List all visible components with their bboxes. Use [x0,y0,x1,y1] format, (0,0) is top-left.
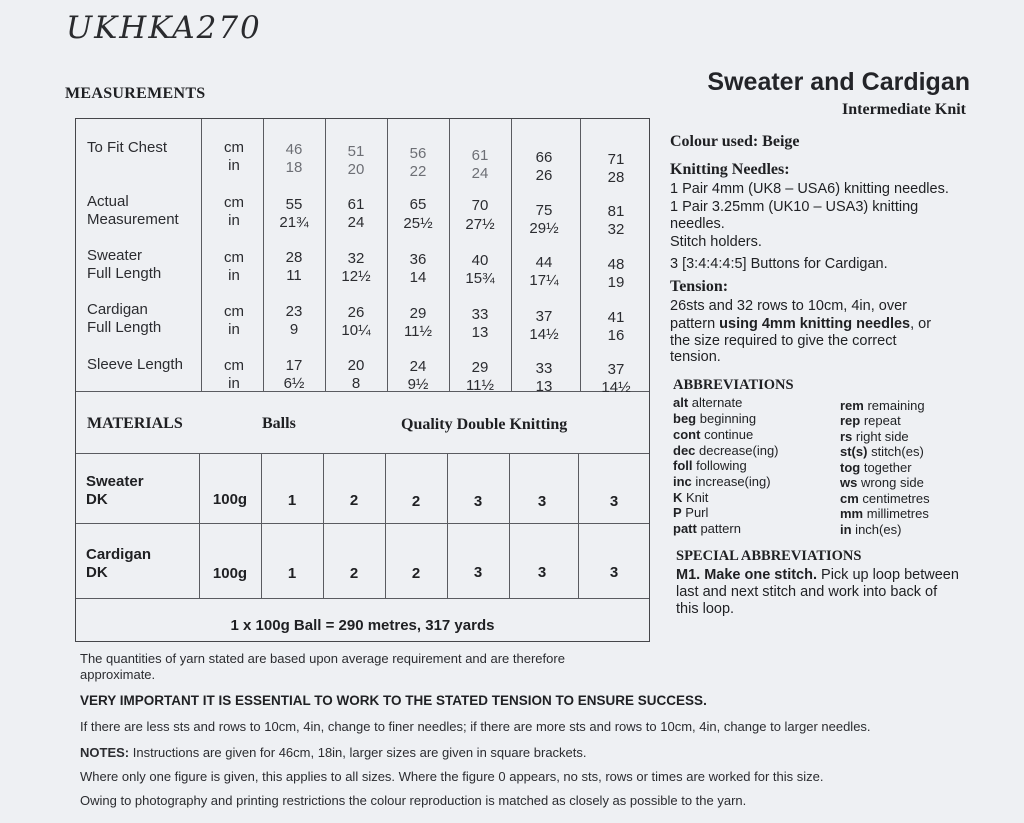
special-abbreviations-heading: SPECIAL ABBREVIATIONS [676,548,862,564]
cell-value: 23 [285,303,303,320]
cell-value: 75 [535,202,553,219]
cell-value: 28 [285,249,303,266]
ball-count: 2 [349,565,359,582]
ball-count: 2 [349,492,359,509]
unit-in: in [228,157,240,174]
abbr-item: patt pattern [673,521,741,536]
pattern-code: UKHKA270 [66,10,262,46]
cell-value: 8 [351,375,361,392]
tension-needles: using 4mm knitting needles [719,316,911,332]
cell-value: 70 [471,197,489,214]
cell-value: 13 [471,324,489,341]
quantities-note: The quantities of yarn stated are based upon average requirement and are therefore [80,651,565,666]
cell-value: 40 [471,252,489,269]
cell-value: 55 [285,196,303,213]
cell-value: 66 [535,149,553,166]
needles-line: 1 Pair 3.25mm (UK10 – USA3) knitting [670,199,919,215]
ball-count: 2 [411,493,421,510]
material-name: Sweater [86,473,144,490]
cell-value: 10¼ [341,322,371,339]
tension-line: the size required to give the correct [670,333,897,349]
unit-in: in [228,267,240,284]
abbr-item: tog together [840,460,912,475]
cell-value: 18 [285,159,303,176]
row-label-cardigan-2: Full Length [87,319,162,336]
cell-value: 12½ [341,268,371,285]
ball-count: 3 [537,564,547,581]
special-abbr-line: M1. Make one stitch. Pick up loop between [676,567,959,583]
cell-value: 29 [409,305,427,322]
unit-cm: cm [224,249,244,266]
abbr-item: mm millimetres [840,506,929,521]
abbr-item: rem remaining [840,398,925,413]
abbreviations-heading: ABBREVIATIONS [673,377,794,393]
cell-value: 6½ [283,375,305,392]
cell-value: 32 [347,250,365,267]
unit-cm: cm [224,194,244,211]
row-label-sleeve: Sleeve Length [87,356,183,373]
quantities-note-2: approximate. [80,667,156,682]
ball-count: 1 [287,492,297,509]
cell-value: 37 [535,308,553,325]
cell-value: 17¼ [529,272,559,289]
abbr-item: beg beginning [673,411,757,426]
quality-label: Quality Double Knitting [401,416,568,433]
cell-value: 24 [471,165,489,182]
tension-line: 26sts and 32 rows to 10cm, 4in, over [670,298,907,314]
ball-count: 3 [609,564,619,581]
abbr-item: ws wrong side [840,475,924,490]
cell-value: 65 [409,196,427,213]
cell-value: 26 [347,304,365,321]
cell-value: 61 [471,147,489,164]
unit-in: in [228,212,240,229]
ball-count: 3 [537,493,547,510]
figure-note: Where only one figure is given, this applies to all sizes. Where the figure 0 appears, no sts, rows or times are worked for this size. [80,769,824,784]
cell-value: 46 [285,141,303,158]
cell-value: 33 [535,360,553,377]
abbr-item: st(s) stitch(es) [840,444,924,459]
unit-in: in [228,321,240,338]
abbr-item: P Purl [673,505,709,520]
row-label-chest: To Fit Chest [87,139,168,156]
tension-heading: Tension: [670,278,729,295]
cell-value: 21¾ [279,214,309,231]
abbr-item: rep repeat [840,413,901,428]
cell-value: 32 [607,221,625,238]
abbr-item: cm centimetres [840,491,930,506]
row-label-sweater-2: Full Length [87,265,162,282]
material-weight: 100g [212,491,248,508]
abbr-item: dec decrease(ing) [673,443,779,458]
needles-line: 1 Pair 4mm (UK8 – USA6) knitting needles. [670,181,949,197]
needles-line: Stitch holders. [670,234,762,250]
row-label-actual-2: Measurement [87,211,179,228]
material-yarn: DK [86,564,108,581]
material-weight: 100g [212,565,248,582]
special-abbr-line: this loop. [676,601,735,617]
cell-value: 48 [607,256,625,273]
tension-line: tension. [670,349,721,365]
cell-value: 36 [409,251,427,268]
abbr-item: inc increase(ing) [673,474,771,489]
page-subtitle: Intermediate Knit [842,101,966,118]
cell-value: 37 [607,361,625,378]
unit-cm: cm [224,357,244,374]
measurements-heading: MEASUREMENTS [65,85,206,102]
materials-heading: MATERIALS [87,415,183,432]
abbr-item: cont continue [673,427,754,442]
cell-value: 28 [607,169,625,186]
measurements-table [75,118,650,642]
cell-value: 13 [535,378,553,395]
cell-value: 19 [607,274,625,291]
tension-text: , or [910,316,932,332]
cell-value: 11½ [403,323,433,340]
ball-length-note: 1 x 100g Ball = 290 metres, 317 yards [230,617,495,634]
cell-value: 29½ [529,220,559,237]
ball-count: 2 [411,565,421,582]
needle-change-note: If there are less sts and rows to 10cm, 4in, change to finer needles; if there are more sts and rows to 10cm, 4in, change to larger needles. [80,719,871,734]
unit-cm: cm [224,139,244,156]
ball-count: 3 [473,493,483,510]
cell-value: 22 [409,163,427,180]
cell-value: 9½ [407,376,429,393]
material-yarn: DK [86,491,108,508]
tension-text: pattern [670,316,720,332]
cell-value: 27½ [465,216,495,233]
abbr-item: foll following [673,458,747,473]
page-title: Sweater and Cardigan [707,68,970,96]
needles-line: 3 [3:4:4:4:5] Buttons for Cardigan. [670,256,888,272]
cell-value: 24 [347,214,365,231]
row-label-sweater: Sweater [87,247,143,264]
photo-note: Owing to photography and printing restrictions the colour reproduction is matched as closely as possible to the yarn. [80,793,747,808]
cell-value: 17 [285,357,303,374]
cell-value: 61 [347,196,365,213]
cell-value: 20 [347,357,365,374]
cell-value: 33 [471,306,489,323]
special-abbr-line: last and next stitch and work into back of [676,584,938,600]
abbr-item: rs right side [840,429,909,444]
cell-value: 25½ [403,215,433,232]
cell-value: 15¾ [465,270,495,287]
unit-cm: cm [224,303,244,320]
ball-count: 1 [287,565,297,582]
cell-value: 24 [409,358,427,375]
cell-value: 14 [409,269,427,286]
cell-value: 29 [471,359,489,376]
balls-label: Balls [262,415,296,432]
tension-line [670,316,931,334]
cell-value: 81 [607,203,625,220]
needles-heading: Knitting Needles: [670,161,790,178]
cell-value: 11 [286,267,302,284]
abbr-item: alt alternate [673,395,743,410]
cell-value: 51 [347,143,365,160]
ball-count: 3 [609,493,619,510]
abbr-item: in inch(es) [840,522,902,537]
row-label-cardigan: Cardigan [87,301,148,318]
cell-value: 9 [289,321,299,338]
abbr-item: K Knit [673,490,709,505]
colour-used: Colour used: Beige [670,133,800,150]
cell-value: 16 [607,327,625,344]
needles-line: needles. [670,216,725,232]
cell-value: 56 [409,145,427,162]
cell-value: 41 [607,309,625,326]
cell-value: 44 [535,254,553,271]
row-label-actual: Actual [87,193,129,210]
cell-value: 71 [607,151,625,168]
notes-line: NOTES: Instructions are given for 46cm, 18in, larger sizes are given in square brackets. [80,745,587,760]
cell-value: 26 [535,167,553,184]
cell-value: 11½ [465,377,495,394]
tension-warning: VERY IMPORTANT IT IS ESSENTIAL TO WORK TO THE STATED TENSION TO ENSURE SUCCESS. [80,693,707,708]
material-name: Cardigan [86,546,152,563]
ball-count: 3 [473,564,483,581]
cell-value: 14½ [529,326,559,343]
unit-in: in [228,375,240,392]
cell-value: 14½ [601,379,631,396]
cell-value: 20 [347,161,365,178]
